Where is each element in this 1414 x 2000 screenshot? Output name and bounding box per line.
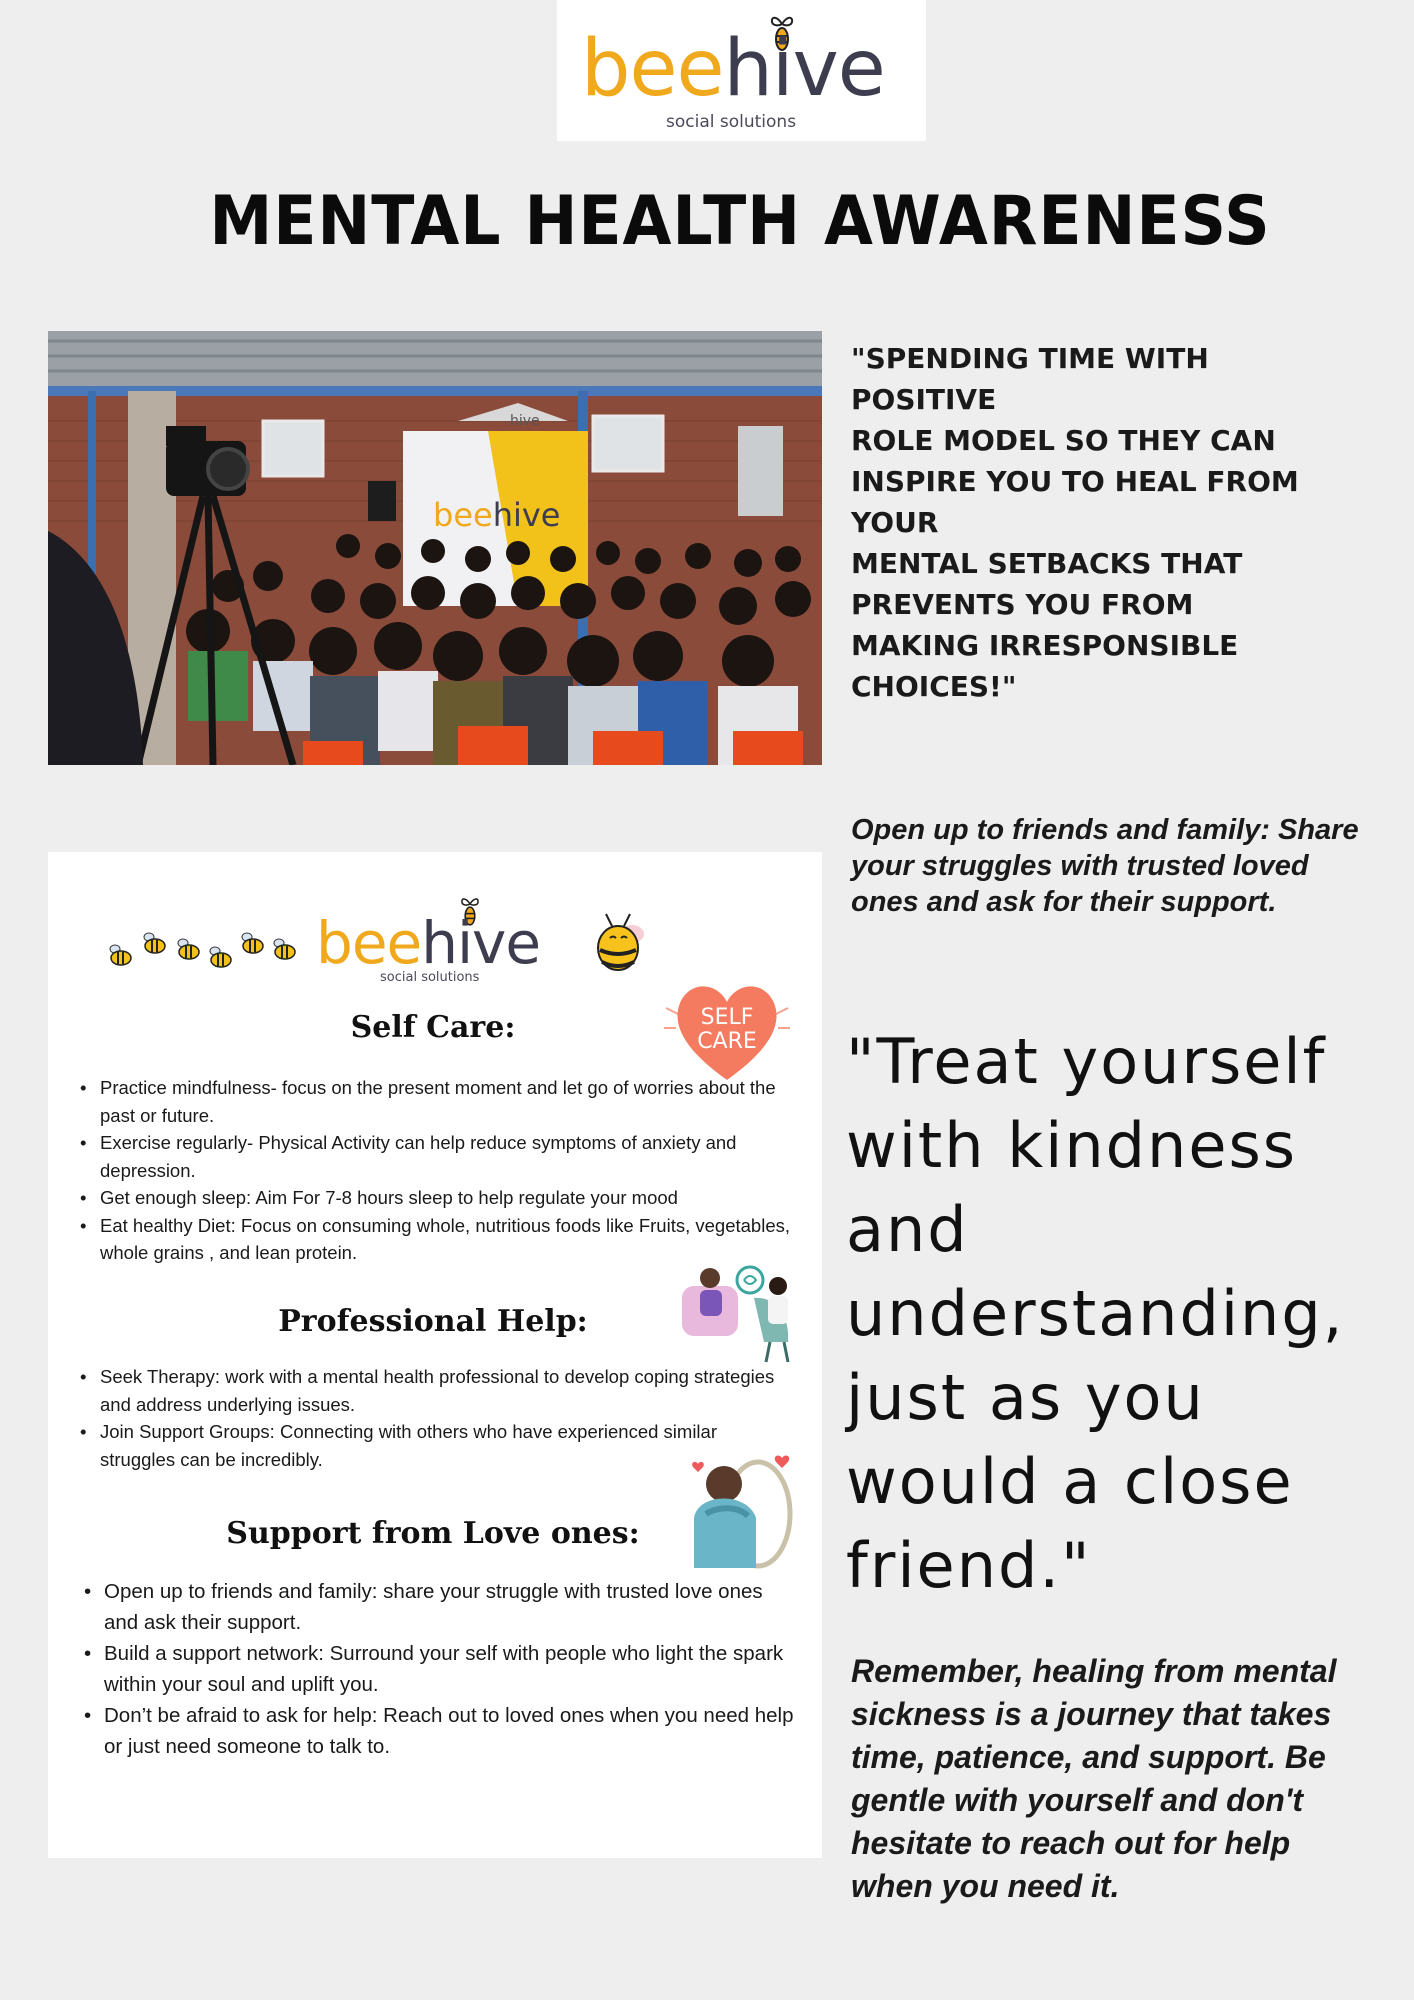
quote-line: CHOICES!" <box>851 670 1017 703</box>
support-list <box>52 1576 797 1762</box>
remember-line: sickness is a journey that takes <box>851 1696 1332 1732</box>
audience-photo-illustration <box>48 331 822 765</box>
support-heading: Support from Love ones: <box>226 1516 640 1551</box>
role-model-quote <box>851 338 1351 707</box>
self-care-list <box>48 1074 793 1267</box>
bee-icon <box>270 938 296 960</box>
heart-label-self: SELF <box>700 1005 754 1030</box>
open-up-tip: Open up to friends and family: Share your struggles with trusted loved ones and ask for their support. <box>851 814 1359 918</box>
remember-line: Remember, healing from mental <box>851 1653 1337 1689</box>
hug-illustration-icon <box>678 1448 798 1572</box>
remember-paragraph <box>851 1650 1381 1908</box>
remember-line: gentle with yourself and don't <box>851 1782 1304 1818</box>
list-item: • Don’t be afraid to ask for help: Reach out to loved ones when you need help or just need someone to talk to. <box>52 1700 797 1762</box>
logo-bee-text: bee <box>581 24 724 114</box>
card-logo <box>316 909 541 977</box>
quote-line: "SPENDING TIME WITH <box>851 342 1209 375</box>
card-logo-hive-text: hive <box>421 909 541 977</box>
quote-line: INSPIRE YOU TO HEAL FROM <box>851 465 1299 498</box>
list-item: • Seek Therapy: work with a mental health professional to develop coping strategies and address underlying issues. <box>48 1363 793 1418</box>
self-care-heading: Self Care: <box>350 1010 516 1045</box>
kindness-line: friend." <box>846 1529 1092 1602</box>
bee-icon <box>106 944 132 966</box>
list-item: • Build a support network: Surround your self with people who light the spark within your soul and uplift you. <box>52 1638 797 1700</box>
list-item: • Open up to friends and family: share your struggle with trusted love ones and ask their support. <box>52 1576 797 1638</box>
list-item: • Eat healthy Diet: Focus on consuming whole, nutritious foods like Fruits, vegetables, whole grains , and lean protein. <box>48 1212 793 1267</box>
beehive-logo <box>557 0 926 141</box>
logo-tagline: social solutions <box>666 112 797 132</box>
quote-line: MENTAL SETBACKS THAT <box>851 547 1243 580</box>
kindness-line: would a close <box>846 1445 1294 1518</box>
kindness-line: "Treat yourself <box>846 1025 1327 1098</box>
logo-hive-text: hive <box>723 24 885 114</box>
remember-line: when you need it. <box>851 1868 1120 1904</box>
quote-line: POSITIVE <box>851 383 997 416</box>
bee-icon <box>206 946 232 968</box>
remember-line: hesitate to reach out for help <box>851 1825 1291 1861</box>
kindness-quote <box>846 1020 1406 1608</box>
quote-line: MAKING IRRESPONSIBLE <box>851 629 1239 662</box>
kindness-line: just as you <box>846 1361 1205 1434</box>
professional-help-heading: Professional Help: <box>278 1304 588 1339</box>
tent-label: hive <box>510 413 540 429</box>
card-logo-bee-text: bee <box>316 909 422 977</box>
bee-icon <box>174 938 200 960</box>
quote-line: PREVENTS YOU FROM <box>851 588 1194 621</box>
self-care-card <box>48 852 822 1858</box>
list-item: • Get enough sleep: Aim For 7-8 hours sleep to help regulate your mood <box>48 1184 793 1212</box>
bee-icon <box>140 932 166 954</box>
heart-label-care: CARE <box>697 1029 757 1054</box>
kindness-line: with kindness <box>846 1109 1298 1182</box>
card-logo-tagline: social solutions <box>380 970 480 985</box>
cute-bee-icon <box>592 908 648 978</box>
bee-icon <box>238 932 264 954</box>
banner-logo-text: beehive <box>433 496 561 534</box>
list-item: • Exercise regularly- Physical Activity can help reduce symptoms of anxiety and depression. <box>48 1129 793 1184</box>
remember-line: time, patience, and support. Be <box>851 1739 1326 1775</box>
list-item: • Join Support Groups: Connecting with others who have experienced similar struggles can be incredibly. <box>48 1418 793 1473</box>
quote-line: YOUR <box>851 506 939 539</box>
kindness-line: and <box>846 1193 969 1266</box>
event-photo <box>48 331 822 765</box>
page-title: MENTAL HEALTH AWARENESS <box>209 182 1271 261</box>
kindness-line: understanding, <box>846 1277 1345 1350</box>
list-item: • Practice mindfulness- focus on the present moment and let go of worries about the past or future. <box>48 1074 793 1129</box>
quote-line: ROLE MODEL SO THEY CAN <box>851 424 1276 457</box>
